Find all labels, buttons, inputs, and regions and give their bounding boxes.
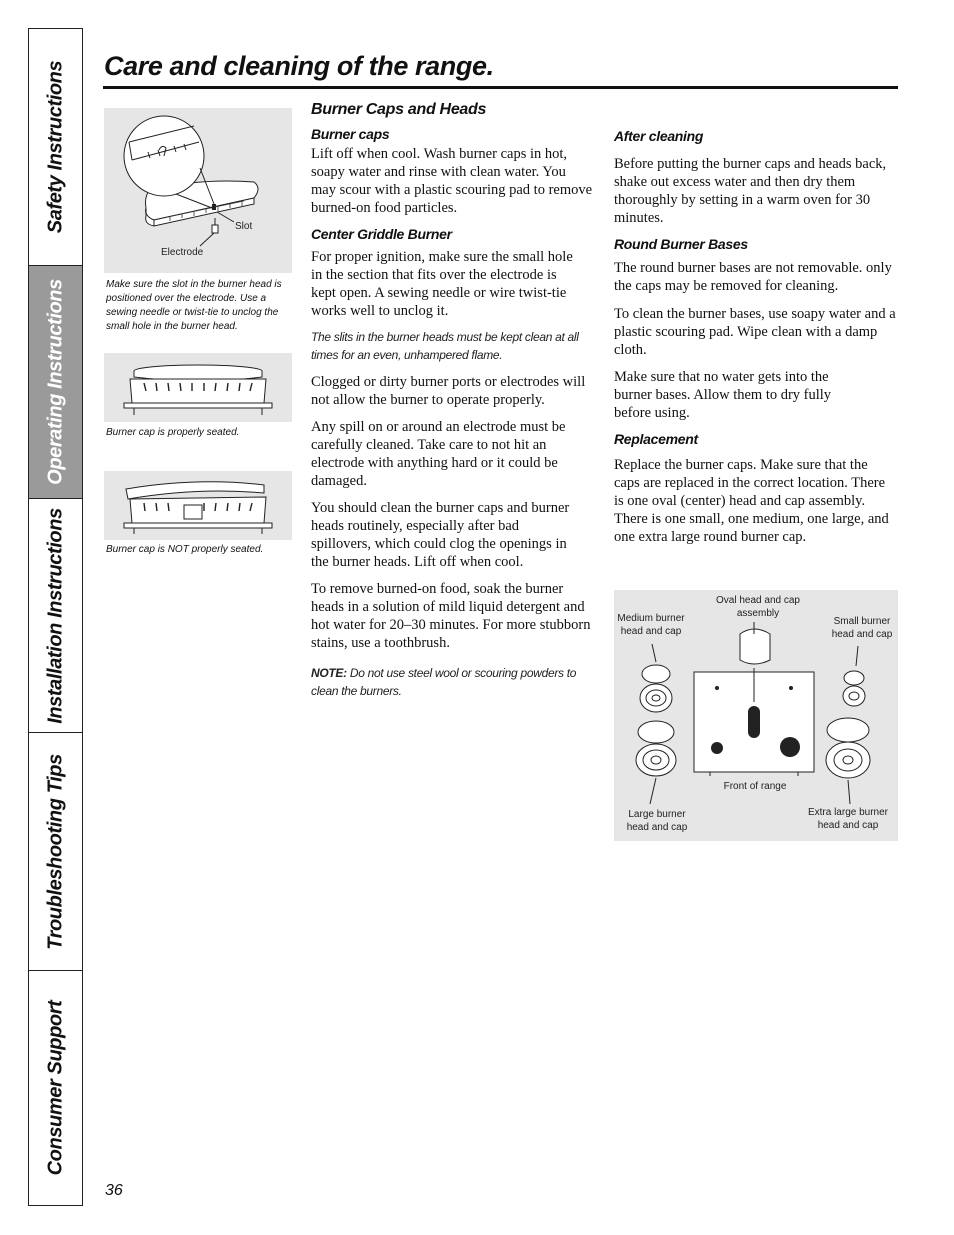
after-cleaning-text: Before putting the burner caps and heads back, shake out excess water and then dry them thoroughly by setting in a warm oven for 30 minutes. xyxy=(614,156,887,226)
tab-operating-instructions[interactable] xyxy=(29,266,82,499)
section-title: Burner Caps and Heads xyxy=(311,101,487,118)
replacement-text: Replace the burner caps. Make sure that the caps are replaced in the correct location. There is one oval (center) head and cap assembly. There is one small, one medium, one large, and one extra large round burner cap. xyxy=(614,457,889,545)
round-bases-heading: Round Burner Bases xyxy=(614,236,748,252)
electrode-caption: Make sure the slot in the burner head is positioned over the electrode. Use a sewing needle or twist-tie to unclog the small hole in the burner head. xyxy=(106,279,282,332)
medium-burner-label: Medium burner head and cap xyxy=(617,613,685,637)
round-bases-text-1: The round burner bases are not removable. only the caps may be removed for cleaning. xyxy=(614,260,892,294)
right-column xyxy=(614,127,899,546)
small-burner-label: Small burner head and cap xyxy=(831,616,893,640)
tab-consumer-support[interactable] xyxy=(29,971,82,1205)
griddle-text: For proper ignition, make sure the small hole in the section that fits over the electrode is kept open. A sewing needle or wire twist-tie works well to unclog it. xyxy=(311,249,573,319)
extra-large-burner-label: Extra large burner head and cap xyxy=(807,807,889,831)
tab-label: Installation Instructions xyxy=(44,507,66,724)
burner-caps-heading: Burner caps xyxy=(311,126,390,142)
oval-head-label: Oval head and cap assembly xyxy=(716,595,800,619)
not-seated-cap-illustration xyxy=(104,471,292,540)
title-divider xyxy=(103,86,898,89)
electrode-label: Electrode xyxy=(161,247,204,258)
range-burner-diagram xyxy=(614,590,898,841)
griddle-heading: Center Griddle Burner xyxy=(311,226,452,242)
page-number: 36 xyxy=(105,1182,123,1199)
round-bases-text-2: To clean the burner bases, use soapy water and a plastic scouring pad. Wipe clean with a damp cloth. xyxy=(614,306,896,358)
note-lead: NOTE: xyxy=(311,666,347,680)
tab-installation-instructions[interactable] xyxy=(29,499,82,733)
tab-label: Safety Instructions xyxy=(44,60,66,234)
seated-figure xyxy=(104,353,292,422)
seated-cap-illustration xyxy=(104,353,292,422)
clogged-text: Clogged or dirty burner ports or electrodes will not allow the burner to operate properly. xyxy=(311,374,586,408)
slits-note: The slits in the burner heads must be kept clean at all times for an even, unhampered flame. xyxy=(311,330,579,362)
tab-label: Consumer Support xyxy=(44,1000,66,1176)
not-seated-figure xyxy=(104,471,292,540)
round-bases-text-3: Make sure that no water gets into the burner bases. Allow them to dry fully before using. xyxy=(614,369,832,421)
spill-text: Any spill on or around an electrode must be carefully cleaned. Take care to not hit an electrode with anything hard or it could be damaged. xyxy=(311,419,566,489)
large-burner-label: Large burner head and cap xyxy=(626,809,688,833)
seated-caption: Burner cap is properly seated. xyxy=(106,427,240,438)
note-text xyxy=(311,665,587,700)
side-tab-bar xyxy=(28,28,83,1206)
replacement-heading: Replacement xyxy=(614,431,698,447)
burner-caps-text: Lift off when cool. Wash burner caps in hot, soapy water and rinse with clean water. You may scour with a plastic scouring pad to remove burned-on food particles. xyxy=(311,146,593,216)
front-of-range-label: Front of range xyxy=(723,781,787,792)
not-seated-caption: Burner cap is NOT properly seated. xyxy=(106,544,264,555)
after-cleaning-heading: After cleaning xyxy=(614,128,704,144)
electrode-figure xyxy=(104,108,292,273)
routine-text: You should clean the burner caps and burner heads routinely, especially after bad spillovers, which could clog the openings in the burner heads. Lift off when cool. xyxy=(311,500,570,570)
tab-label: Operating Instructions xyxy=(44,279,66,485)
note-body: Do not use steel wool or scouring powders to clean the burners. xyxy=(311,666,577,698)
page-title: Care and cleaning of the range. xyxy=(104,51,494,81)
tab-troubleshooting-tips[interactable] xyxy=(29,733,82,971)
slot-label: Slot xyxy=(235,221,253,232)
tab-label: Troubleshooting Tips xyxy=(44,753,66,950)
tab-safety-instructions[interactable] xyxy=(29,29,82,266)
middle-column xyxy=(311,101,597,700)
soak-text: To remove burned-on food, soak the burner heads in a solution of mild liquid detergent and hot water for 20–30 minutes. For more stubborn stains, use a toothbrush. xyxy=(311,581,591,651)
